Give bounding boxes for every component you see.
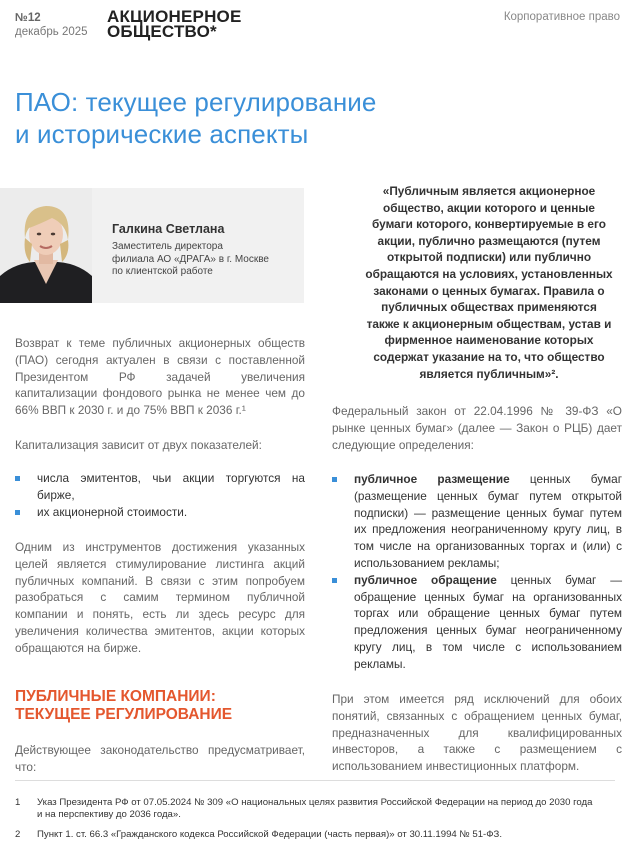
logo-line-2: ОБЩЕСТВО* [107, 22, 217, 41]
section-heading-line-1: ПУБЛИЧНЫЕ КОМПАНИИ: [15, 688, 216, 705]
author-role-line-1: Заместитель директора [112, 241, 223, 252]
law-paragraph: Действующее законодательство предусматривает, что: [15, 743, 305, 774]
federal-law-paragraph: Федеральный закон от 22.04.1996 № 39-ФЗ «О рынке ценных бумаг» (далее — Закон о РЦБ) дает следующие определения: [332, 404, 622, 452]
list-item [15, 504, 305, 521]
list-item [15, 470, 305, 504]
bullet-square-icon [15, 476, 20, 481]
section-label: Корпоративное право [503, 11, 620, 23]
bullet-text: их акционерной стоимости. [37, 504, 188, 519]
bullet-text: числа эмитентов, чьи акции торгуются на бирже, [37, 471, 305, 502]
author-role-line-2: филиала АО «ДРАГА» в г. Москве [112, 253, 269, 265]
author-position [112, 241, 269, 279]
exceptions-paragraph: При этом имеется ряд исключений для обоих понятий, связанных с обращением ценных бумаг, предназначенных для квалифицированных инвесторов, а также с размещением с использованием инвестиционных платформ. [332, 692, 622, 774]
issue-date: декабрь 2025 [15, 26, 88, 38]
article-title [15, 86, 376, 150]
definition-text: ценных бумаг — обращение ценных бумаг на организованных торгах или обращение ценных бумаг путем предложения ценных бумаг неограниченному кругу лиц, в том числе с использованием рекламы. [354, 572, 622, 671]
footnote-number: 2 [15, 829, 21, 840]
footnote-number: 1 [15, 797, 21, 808]
author-portrait-image [0, 188, 92, 303]
footnote-divider [15, 780, 615, 781]
section-heading [15, 688, 232, 724]
author-name: Галкина Светлана [112, 222, 225, 236]
footnote-text: Указ Президента РФ от 07.05.2024 № 309 «О национальных целях развития Российской Федерации на период до 2030 года и на перспективу до 2036 года». [37, 797, 593, 820]
title-line-2: и исторические аспекты [15, 119, 309, 149]
list-item [332, 471, 622, 572]
footnote [15, 797, 615, 823]
footnote [15, 829, 615, 843]
author-role-line-3: по клиентской работе [112, 266, 213, 277]
title-line-1: ПАО: текущее регулирование [15, 87, 377, 117]
footnote-text: Пункт 1. ст. 66.3 «Гражданского кодекса Российской Федерации (часть первая)» от 30.11.1994 № 51-ФЗ. [37, 829, 503, 840]
definition-text: ценных бумаг (размещение ценных бумаг путем открытой подписки) — размещение ценных бумаг путем их предложения неограниченному кругу лиц, в том числе на организованных торгах и (или) с использованием рекламы; [354, 472, 622, 570]
legal-quote: «Публичным является акционерное общество, акции которого и ценные бумаги которого, конвертируемые в его акции, публично размещаются (путем открытой подписки) или публично обращаются на условиях, установленных законами о ценных бумагах. Правила о публичных обществах применяются также к акционерным обществам, устав и фирменное наименование которых содержат указание на то, что общество является публичным»². [365, 184, 613, 381]
issue-number: №12 [15, 12, 41, 24]
author-photo [0, 188, 92, 303]
definition-term: публичное размещение [354, 472, 510, 486]
bullet-square-icon [15, 510, 20, 515]
definitions-list [332, 471, 622, 673]
tools-paragraph: Одним из инструментов достижения указанных целей является стимулирование листинга акций публичных компаний. В связи с этим попробуем разобраться с самим термином публичной компании и понять, есть ли здесь ресурс для увеличения количества эмитентов, акции которых обращаются на бирже. [15, 540, 305, 655]
magazine-logo [107, 9, 242, 39]
list-item [332, 572, 622, 673]
section-heading-line-2: ТЕКУЩЕЕ РЕГУЛИРОВАНИЕ [15, 706, 233, 723]
definition-term: публичное обращение [354, 572, 497, 587]
logo-line-1: АКЦИОНЕРНОЕ [107, 7, 242, 26]
bullet-square-icon [332, 578, 337, 583]
bullet-square-icon [332, 477, 337, 482]
issue-info [15, 11, 88, 39]
lead-paragraph: Возврат к теме публичных акционерных обществ (ПАО) сегодня актуален в связи с поставленной Президентом РФ задачей увеличения капитализации фондового рынка не менее чем до 66% ВВП к 2030 г. и до 75% ВВП к 2036 г.¹ [15, 336, 305, 418]
capitalization-bullets [15, 470, 305, 520]
capitalization-paragraph: Капитализация зависит от двух показателей: [15, 438, 262, 452]
